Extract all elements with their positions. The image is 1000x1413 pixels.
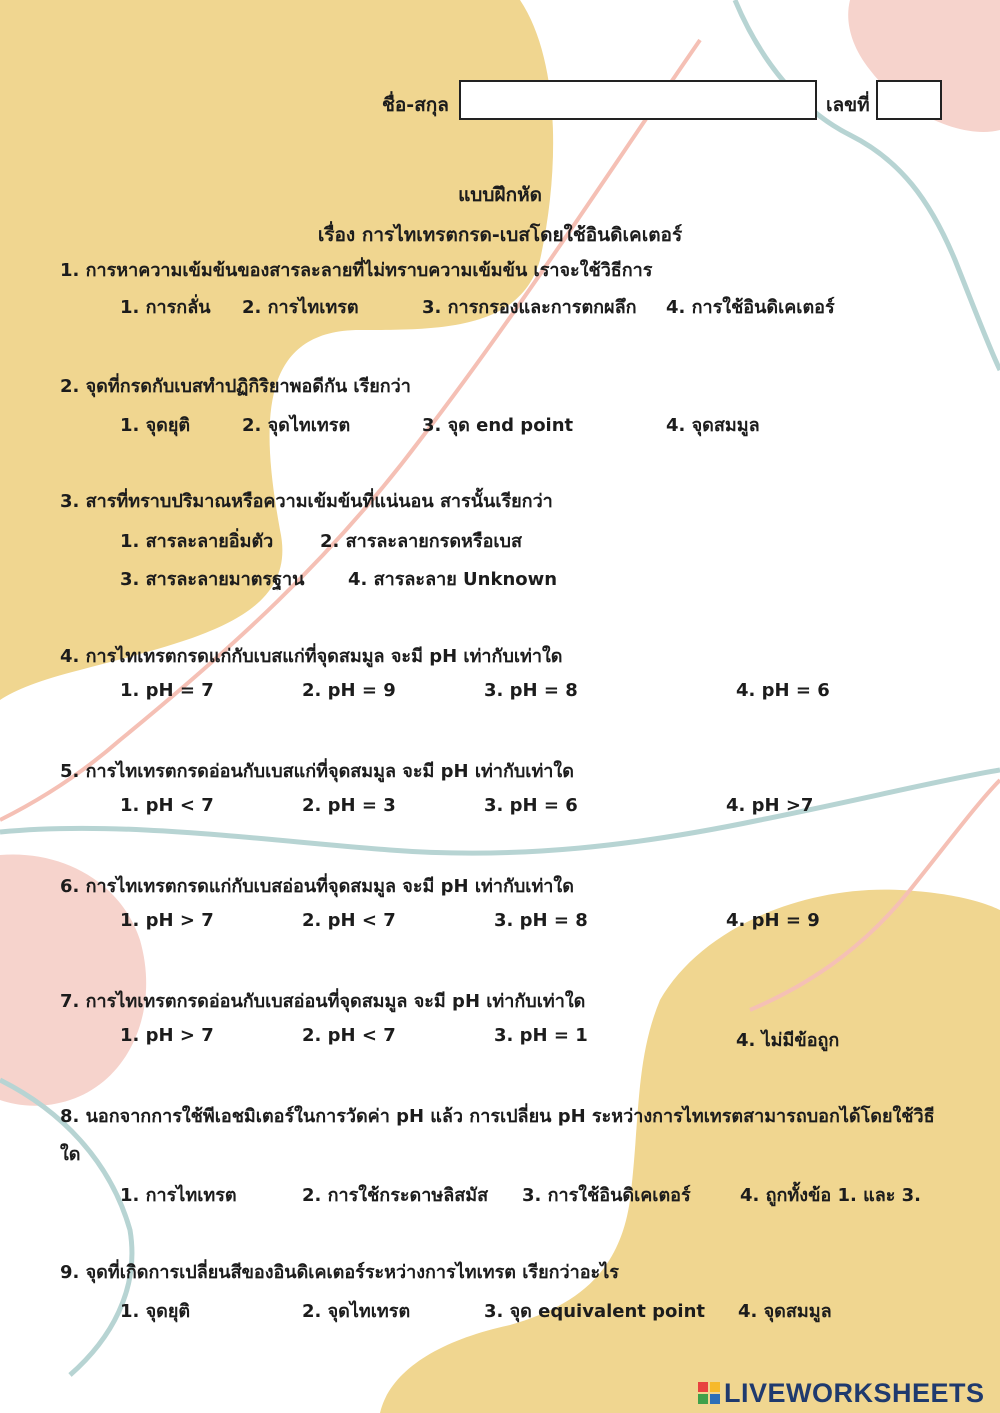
name-input[interactable] xyxy=(459,80,817,120)
question-3-option-4[interactable]: 4. สารละลาย Unknown xyxy=(348,569,558,590)
worksheet-subtitle: เรื่อง การไทเทรตกรด-เบสโดยใช้อินดิเคเตอร์ xyxy=(317,224,683,246)
question-1-option-2[interactable]: 2. การไทเทรต xyxy=(242,297,359,318)
question-7-option-4[interactable]: 4. ไม่มีข้อถูก xyxy=(736,1030,840,1051)
question-2-option-4[interactable]: 4. จุดสมมูล xyxy=(666,415,760,436)
question-6: 6. การไทเทรตกรดแก่กับเบสอ่อนที่จุดสมมูล จะมี pH เท่ากับเท่าใด xyxy=(60,876,574,897)
question-8-options xyxy=(0,1180,1000,1220)
question-2-option-1[interactable]: 1. จุดยุติ xyxy=(120,415,191,436)
question-4-option-2[interactable]: 2. pH = 9 xyxy=(302,680,396,701)
question-1-option-4[interactable]: 4. การใช้อินดิเคเตอร์ xyxy=(666,297,835,318)
question-7-option-2[interactable]: 2. pH < 7 xyxy=(302,1025,396,1046)
question-5-option-2[interactable]: 2. pH = 3 xyxy=(302,795,396,816)
question-4-options xyxy=(0,680,1000,720)
question-6-option-4[interactable]: 4. pH = 9 xyxy=(726,910,820,931)
question-5-options xyxy=(0,795,1000,835)
question-3-option-1[interactable]: 1. สารละลายอิ่มตัว xyxy=(120,531,274,552)
question-1-option-1[interactable]: 1. การกลั่น xyxy=(120,297,211,318)
question-5: 5. การไทเทรตกรดอ่อนกับเบสแก่ที่จุดสมมูล จะมี pH เท่ากับเท่าใด xyxy=(60,761,574,782)
name-label: ชื่อ-สกุล xyxy=(382,94,449,116)
question-9-option-2[interactable]: 2. จุดไทเทรต xyxy=(302,1301,411,1322)
question-9: 9. จุดที่เกิดการเปลี่ยนสีของอินดิเคเตอร์ระหว่างการไทเทรต เรียกว่าอะไร xyxy=(60,1262,619,1283)
question-7-options xyxy=(0,1025,1000,1065)
question-9-options xyxy=(0,1296,1000,1336)
question-6-options xyxy=(0,910,1000,950)
number-input[interactable] xyxy=(876,80,942,120)
question-5-option-4[interactable]: 4. pH >7 xyxy=(726,795,814,816)
question-8-option-3[interactable]: 3. การใช้อินดิเคเตอร์ xyxy=(522,1185,691,1206)
worksheet-title: แบบฝึกหัด xyxy=(458,184,542,206)
student-info-row xyxy=(0,80,1000,124)
question-7-option-3[interactable]: 3. pH = 1 xyxy=(494,1025,588,1046)
question-1-options xyxy=(0,292,1000,332)
question-4-option-3[interactable]: 3. pH = 8 xyxy=(484,680,578,701)
question-9-option-1[interactable]: 1. จุดยุติ xyxy=(120,1301,191,1322)
question-8-option-1[interactable]: 1. การไทเทรต xyxy=(120,1185,237,1206)
question-5-option-1[interactable]: 1. pH < 7 xyxy=(120,795,214,816)
question-1-option-3[interactable]: 3. การกรองและการตกผลึก xyxy=(422,297,637,318)
question-8-option-4[interactable]: 4. ถูกทั้งข้อ 1. และ 3. xyxy=(740,1185,922,1206)
liveworksheets-logo-icon xyxy=(698,1382,720,1404)
number-label: เลขที่ xyxy=(826,94,870,116)
question-3-options-row-2 xyxy=(0,564,1000,604)
question-2-option-3[interactable]: 3. จุด end point xyxy=(422,415,574,436)
liveworksheets-wordmark: LIVEWORKSHEETS xyxy=(724,1378,985,1408)
question-5-option-3[interactable]: 3. pH = 6 xyxy=(484,795,578,816)
question-3-option-3[interactable]: 3. สารละลายมาตรฐาน xyxy=(120,569,305,590)
question-3-options-row-1 xyxy=(0,526,1000,566)
question-9-option-4[interactable]: 4. จุดสมมูล xyxy=(738,1301,832,1322)
question-1: 1. การหาความเข้มข้นของสารละลายที่ไม่ทราบความเข้มข้น เราจะใช้วิธีการ xyxy=(60,260,653,281)
question-3: 3. สารที่ทราบปริมาณหรือความเข้มข้นที่แน่นอน สารนั้นเรียกว่า xyxy=(60,491,553,512)
question-4-option-4[interactable]: 4. pH = 6 xyxy=(736,680,830,701)
question-8: 8. นอกจากการใช้พีเอชมิเตอร์ในการวัดค่า pH แล้ว การเปลี่ยน pH ระหว่างการไทเทรตสามารถบอกได้โดยใช้วิธีใด xyxy=(60,1106,935,1165)
question-4-option-1[interactable]: 1. pH = 7 xyxy=(120,680,214,701)
question-4: 4. การไทเทรตกรดแก่กับเบสแก่ที่จุดสมมูล จะมี pH เท่ากับเท่าใด xyxy=(60,646,563,667)
question-6-option-3[interactable]: 3. pH = 8 xyxy=(494,910,588,931)
question-6-option-1[interactable]: 1. pH > 7 xyxy=(120,910,214,931)
question-2-option-2[interactable]: 2. จุดไทเทรต xyxy=(242,415,351,436)
question-7-option-1[interactable]: 1. pH > 7 xyxy=(120,1025,214,1046)
question-7: 7. การไทเทรตกรดอ่อนกับเบสอ่อนที่จุดสมมูล จะมี pH เท่ากับเท่าใด xyxy=(60,991,586,1012)
question-6-option-2[interactable]: 2. pH < 7 xyxy=(302,910,396,931)
question-3-option-2[interactable]: 2. สารละลายกรดหรือเบส xyxy=(320,531,522,552)
question-2: 2. จุดที่กรดกับเบสทำปฏิกิริยาพอดีกัน เรียกว่า xyxy=(60,376,411,397)
question-8-option-2[interactable]: 2. การใช้กระดาษลิสมัส xyxy=(302,1185,489,1206)
question-9-option-3[interactable]: 3. จุด equivalent point xyxy=(484,1301,705,1322)
question-2-options xyxy=(0,410,1000,450)
